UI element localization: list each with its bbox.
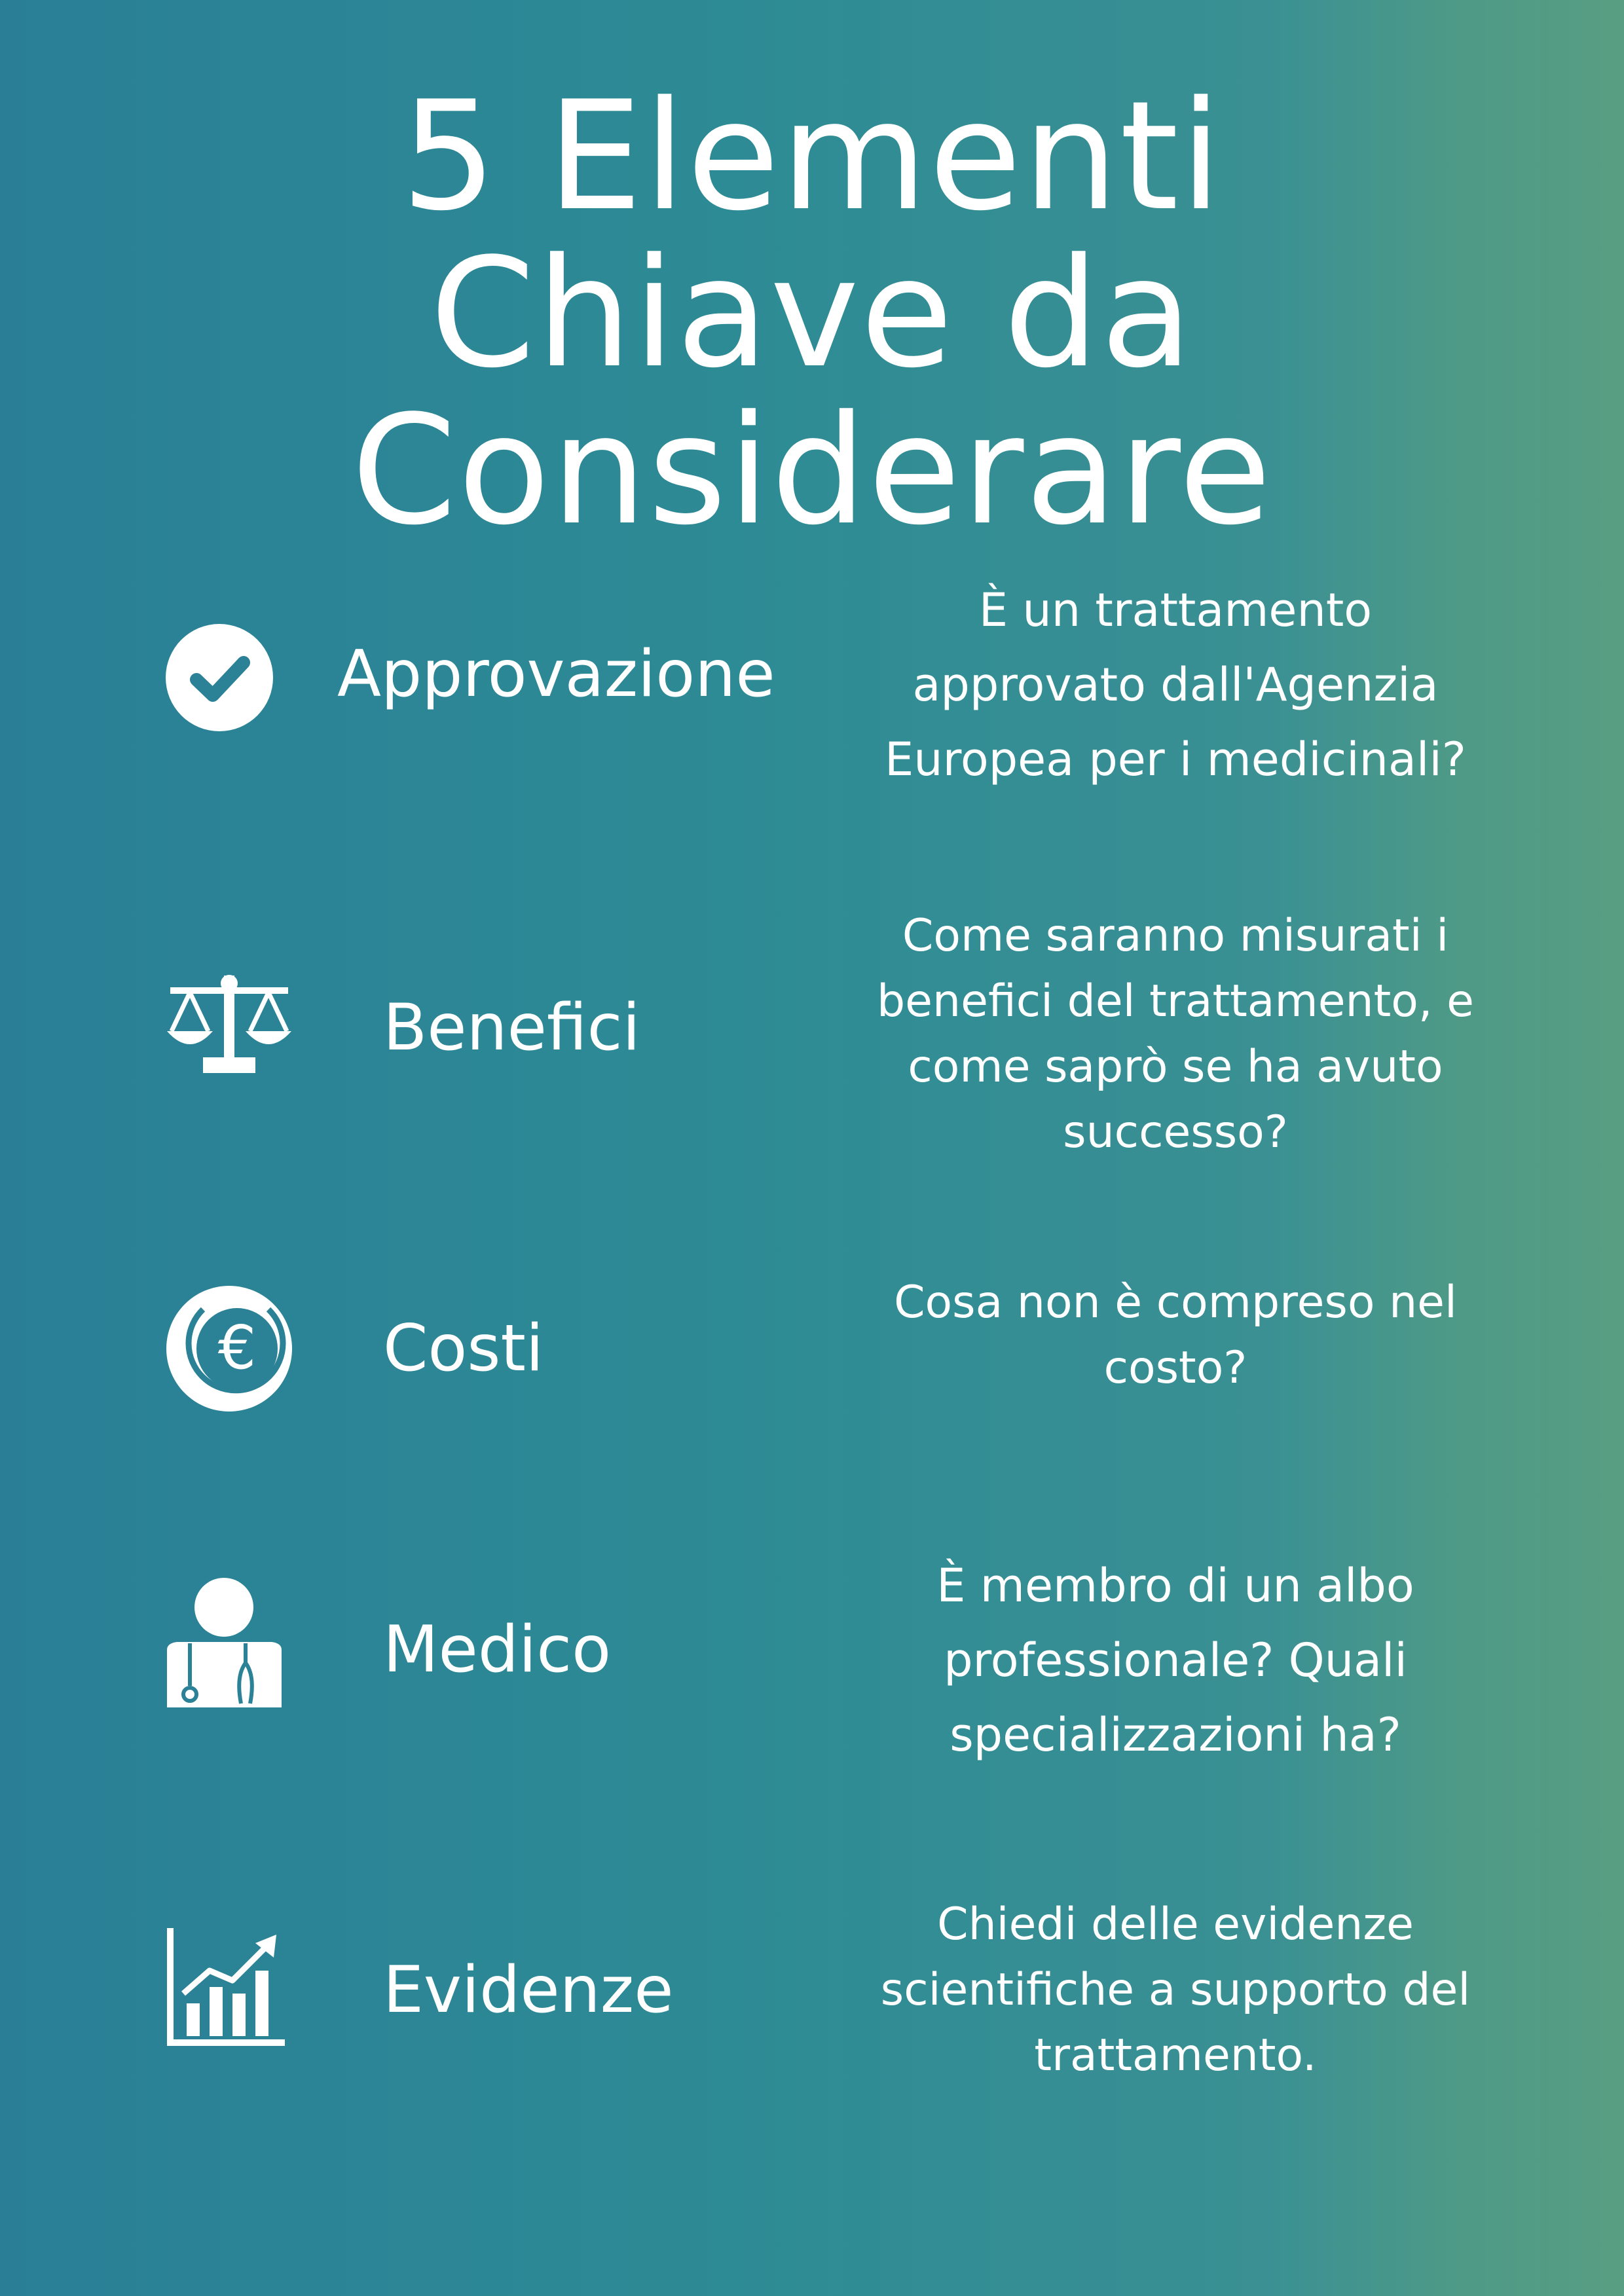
svg-text:€: € (217, 1313, 257, 1383)
item-label: Approvazione (337, 637, 775, 712)
page-title (0, 69, 1624, 558)
item-description: È membro di un albo professionale? Quali specializzazioni ha? (936, 1559, 1414, 1762)
item-description: Come saranno misurati i benefici del trattamento, e come saprò se ha avuto successo? (877, 910, 1474, 1158)
item-description: Chiedi delle evidenze scientifiche a supporto del trattamento. (880, 1899, 1471, 2081)
scale-icon (164, 969, 295, 1093)
item-description: Cosa non è compreso nel costo? (894, 1277, 1457, 1394)
item-label: Costi (383, 1311, 544, 1386)
item-label: Medico (383, 1613, 612, 1687)
title-line-3: Considerare (351, 384, 1273, 558)
check-circle-icon (164, 622, 288, 746)
item-label: Evidenze (383, 1953, 674, 2028)
item-description: È un trattamento approvato dall'Agenzia Europea per i medicinali? (885, 583, 1466, 786)
title-line-1: 5 Elementi (401, 69, 1223, 244)
growth-chart-icon (164, 1925, 288, 2049)
euro-coin-icon (164, 1283, 295, 1414)
doctor-icon (164, 1578, 288, 1709)
item-label: Benefici (383, 991, 640, 1065)
title-line-2: Chiave da (430, 227, 1194, 401)
